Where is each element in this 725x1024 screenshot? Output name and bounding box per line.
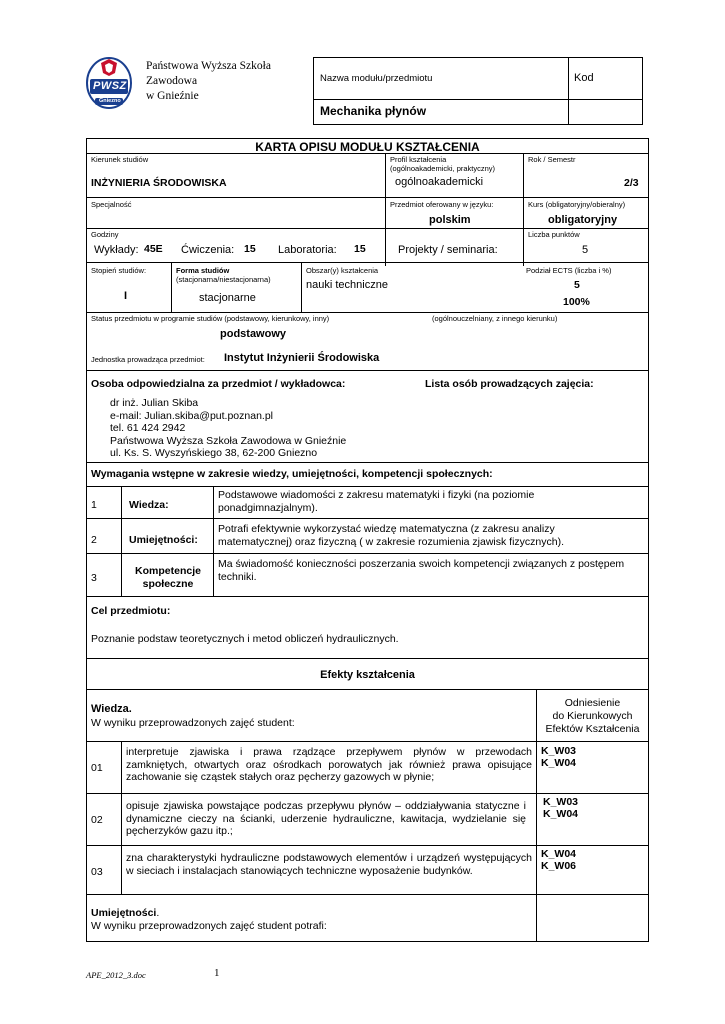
footer-filename: APE_2012_3.doc xyxy=(86,970,146,980)
institution-name-line-1: Państwowa Wyższa Szkoła xyxy=(146,60,271,72)
requirement-number: 2 xyxy=(91,534,97,546)
outcome-reference: K_W04 xyxy=(543,808,579,820)
requirement-label-competences-line-2: społeczne xyxy=(142,578,194,590)
institution-name-line-3: w Gnieźnie xyxy=(146,90,199,102)
profile-value: ogólnoakademicki xyxy=(395,176,484,188)
lectures-label: Wykłady: xyxy=(94,244,139,256)
field-label: Kierunek studiów xyxy=(91,155,149,164)
responsible-person-label: Osoba odpowiedzialna za przedmiot / wykładowca: xyxy=(91,378,346,390)
goal-text: Poznanie podstaw teoretycznych i metod obliczeń hydraulicznych. xyxy=(91,633,399,645)
year-semester-value: 2/3 xyxy=(624,177,639,189)
course-type-label: Kurs (obligatoryjny/obieralny) xyxy=(528,200,626,209)
projects-label: Projekty / seminaria: xyxy=(398,244,498,256)
skills-title-text: Umiejętności xyxy=(91,907,157,919)
requirement-label-competences xyxy=(128,565,208,591)
skills-intro: W wyniku przeprowadzonych zajęć student potrafi: xyxy=(91,920,327,932)
outcomes-title: Efekty kształcenia xyxy=(320,669,415,681)
field-value: INŻYNIERIA ŚRODOWISKA xyxy=(91,177,227,189)
responsible-person-details xyxy=(110,397,346,460)
profile-label-2: (ogólnoakademicki, praktyczny) xyxy=(390,164,496,173)
status-label: Status przedmiotu w programie studiów (podstawowy, kierunkowy, inny) xyxy=(91,314,330,323)
teaching-unit-value: Instytut Inżynierii Środowiska xyxy=(224,352,380,364)
course-type-value: obligatoryjny xyxy=(548,214,618,226)
ects-split-value: 5 xyxy=(574,279,580,291)
study-form-label-2: (stacjonarna/niestacjonarna) xyxy=(176,275,271,284)
reference-header-line-3: Efektów Kształcenia xyxy=(545,723,640,735)
exercises-value: 15 xyxy=(244,243,256,255)
labs-value: 15 xyxy=(354,243,366,255)
year-semester-label: Rok / Semestr xyxy=(528,155,576,164)
study-form-label: Forma studiów xyxy=(176,266,230,275)
outcome-references xyxy=(541,745,576,769)
ects-split-label: Podział ECTS (liczba i %) xyxy=(526,266,612,275)
knowledge-intro: W wyniku przeprowadzonych zajęć student: xyxy=(91,717,295,729)
requirement-number: 3 xyxy=(91,572,97,584)
outcome-reference: K_W03 xyxy=(541,745,577,757)
status-label-2: (ogólnouczelniany, z innego kierunku) xyxy=(432,314,558,323)
teaching-unit-label: Jednostka prowadząca przedmiot: xyxy=(91,355,205,364)
area-value: nauki techniczne xyxy=(306,279,388,291)
outcome-references xyxy=(541,848,576,872)
module-name: Mechanika płynów xyxy=(320,104,427,118)
person-name: dr inż. Julian Skiba xyxy=(110,397,199,409)
outcome-number: 03 xyxy=(91,866,103,878)
requirement-label-knowledge: Wiedza: xyxy=(129,499,169,511)
reference-header xyxy=(536,697,649,736)
lectures-value: 45E xyxy=(144,243,163,255)
reference-header-line-1: Odniesienie xyxy=(564,697,621,709)
requirement-number: 1 xyxy=(91,499,97,511)
outcome-references xyxy=(543,796,578,820)
ects-points-label: Liczba punktów xyxy=(528,230,580,239)
status-value: podstawowy xyxy=(220,328,287,340)
knowledge-title: Wiedza. xyxy=(91,703,132,715)
card-title: KARTA OPISU MODUŁU KSZTAŁCENIA xyxy=(255,140,480,154)
outcome-reference: K_W06 xyxy=(541,860,577,872)
institution-logo xyxy=(86,57,132,109)
outcome-number: 02 xyxy=(91,814,103,826)
outcome-text: opisuje zjawiska powstające podczas przepływu płynów – oddziaływania statyczne i dynamiczne cieczy na ścianki, uderzenie hydrauliczne, kawitacja, wydzielanie się pęcherzyków gazu itp.; xyxy=(126,800,526,837)
skills-title xyxy=(91,907,159,919)
institution-name xyxy=(146,59,271,104)
ects-split-percent: 100% xyxy=(563,296,590,308)
exercises-label: Ćwiczenia: xyxy=(181,244,235,256)
outcome-text: zna charakterystyki hydrauliczne podstawowych elementów i urządzeń występujących w sieciach i instalacjach stanowiących techniczne wyposażenie budynków. xyxy=(126,852,532,877)
requirement-text: Podstawowe wiadomości z zakresu matematyki i fizyki (na poziomie ponadgimnazjalnym). xyxy=(218,489,535,514)
study-form-value: stacjonarne xyxy=(199,292,256,304)
page-number: 1 xyxy=(214,967,220,979)
requirement-text: Potrafi efektywnie wykorzystać wiedzę matematyczna (z zakresu analizy matematycznej) oraz fizyczną ( w zakresie rozumienia zjawisk fizycznych). xyxy=(218,523,565,548)
teachers-list-label: Lista osób prowadzących zajęcia: xyxy=(425,378,594,390)
level-value: I xyxy=(124,290,128,302)
skills-title-dot: . xyxy=(156,907,160,919)
ects-points-value: 5 xyxy=(582,244,589,256)
reference-header-line-2: do Kierunkowych xyxy=(552,710,633,722)
institution-name-line-2: Zawodowa xyxy=(146,75,198,87)
outcome-reference: K_W04 xyxy=(541,848,577,860)
specialty-label: Specjalność xyxy=(91,200,132,209)
person-institution: Państwowa Wyższa Szkoła Zawodowa w Gnieźnie xyxy=(110,434,347,447)
logo-text: PWSZ xyxy=(93,80,127,92)
language-label: Przedmiot oferowany w języku: xyxy=(390,200,494,209)
logo-subtext: Gniezno xyxy=(99,98,121,104)
outcome-reference: K_W03 xyxy=(543,796,579,808)
requirements-title: Wymagania wstępne w zakresie wiedzy, umiejętności, kompetencji społecznych: xyxy=(91,468,493,480)
code-label: Kod xyxy=(574,72,594,84)
requirement-label-competences-line-1: Kompetencje xyxy=(135,565,201,577)
hours-label: Godziny xyxy=(91,230,119,239)
outcome-reference: K_W04 xyxy=(541,757,577,769)
labs-label: Laboratoria: xyxy=(278,244,337,256)
goal-title: Cel przedmiotu: xyxy=(91,605,171,617)
outcome-text: interpretuje zjawiska i prawa rządzące przepływem płynów w przewodach zamkniętych, otwartych oraz ośrodkach porowatych jak również prawa opisujące zachowanie się cząstek stałych oraz pęcherzy gazowych w płynie; xyxy=(126,746,532,783)
level-label: Stopień studiów: xyxy=(91,266,147,275)
requirement-text: Ma świadomość konieczności poszerzania swoich kompetencji związanych z postępem techniki. xyxy=(218,558,625,583)
requirement-label-skills: Umiejętności: xyxy=(129,534,198,546)
profile-label: Profil kształcenia xyxy=(390,155,447,164)
outcome-number: 01 xyxy=(91,762,103,774)
module-name-label: Nazwa modułu/przedmiotu xyxy=(320,73,433,84)
person-phone: tel. 61 424 2942 xyxy=(110,422,186,434)
area-label: Obszar(y) kształcenia xyxy=(306,266,379,275)
language-value: polskim xyxy=(429,214,471,226)
person-email: e-mail: Julian.skiba@put.poznan.pl xyxy=(110,409,273,422)
person-address: ul. Ks. S. Wyszyńskiego 38, 62-200 Gniezno xyxy=(110,447,318,459)
